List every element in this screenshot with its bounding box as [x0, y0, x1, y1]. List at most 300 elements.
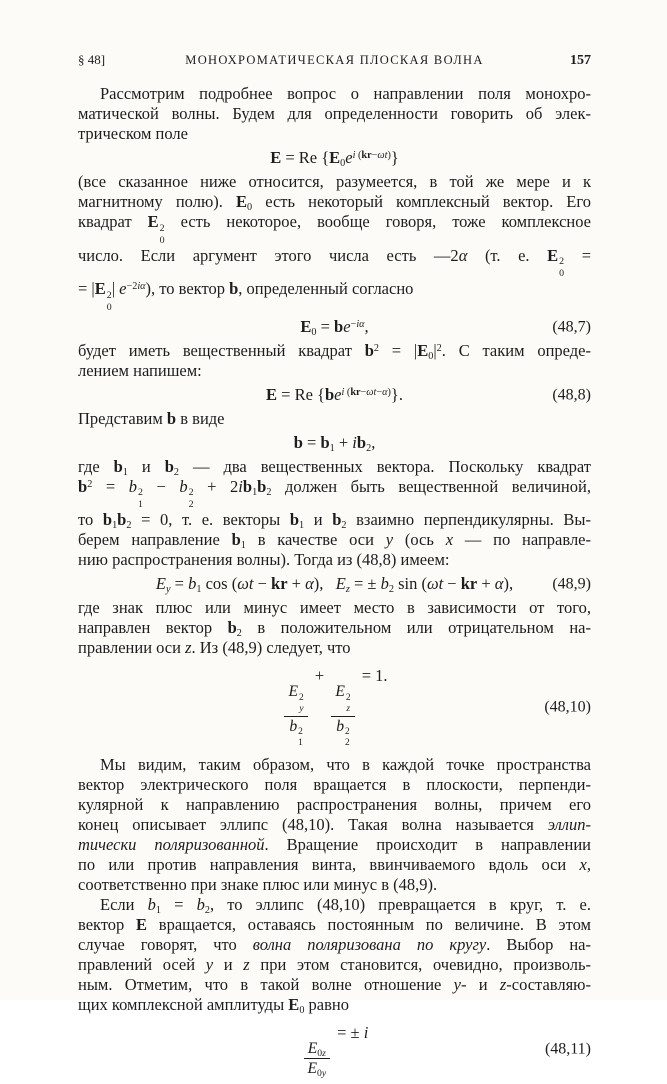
text-run: квадрат: [78, 212, 148, 231]
equation: [281, 664, 387, 749]
text-run: = |: [379, 340, 418, 360]
text-line: [78, 457, 591, 477]
italic-symbol: E: [288, 683, 299, 701]
text-run: . Из (48,9) следует, что: [191, 638, 351, 658]
text-run: |: [111, 279, 120, 299]
vector-symbol: b: [289, 510, 300, 530]
text-run: , определенный согласно: [238, 279, 414, 299]
text-run: . С таким опреде-: [441, 340, 591, 360]
text-line: [78, 618, 591, 638]
stack-superscript: [299, 694, 304, 703]
text-run: нию распространения волны). Тогда из (48,8) имеем:: [78, 550, 450, 570]
text-run: ),: [313, 574, 336, 594]
text-run: 2: [299, 692, 304, 703]
text-run: (: [344, 386, 351, 398]
text-run: есть некоторое, вообще говоря, тоже комплексное: [164, 212, 591, 231]
italic-symbol: ωt: [237, 574, 254, 594]
italic-symbol: y: [299, 704, 304, 715]
text-run: Представим: [78, 408, 167, 428]
fraction-numerator: [331, 683, 354, 716]
text-run: 2: [266, 486, 272, 498]
italic-symbol: b: [336, 717, 345, 735]
text-run: 2: [388, 584, 394, 596]
italic-symbol: b: [128, 476, 137, 496]
text-run: = ±: [332, 1022, 364, 1042]
sub-sup-stack: [346, 694, 351, 715]
vector-symbol: E: [547, 245, 559, 265]
text-run: 2: [173, 466, 180, 478]
text-run: 2: [106, 289, 112, 301]
italic-symbol: тически поляризованной: [78, 834, 265, 854]
italic-symbol: z: [243, 954, 250, 974]
text-run: −: [350, 318, 357, 330]
text-run: 2: [298, 727, 303, 738]
text-run: 2: [345, 692, 351, 703]
text-run: и: [304, 510, 333, 530]
text-run: 0: [317, 1068, 322, 1080]
italic-symbol: y: [385, 530, 394, 550]
italic-symbol: z: [346, 704, 351, 715]
text-run: = Re {: [281, 148, 330, 167]
fraction-numerator: [284, 683, 307, 716]
vector-symbol: kr: [271, 574, 288, 594]
italic-symbol: E: [335, 683, 345, 701]
text-run: = ±: [349, 574, 381, 594]
text-run: −: [360, 386, 367, 398]
vector-symbol: E: [136, 914, 148, 934]
text-run: −: [443, 574, 461, 594]
text-run: конец описывает эллипс (48,10). Такая волна называется: [78, 814, 548, 834]
italic-symbol: z: [499, 974, 507, 994]
italic-symbol: z: [185, 638, 192, 658]
vector-symbol: kr: [460, 574, 478, 594]
superscript: [126, 281, 145, 292]
text-run: 1: [240, 540, 246, 552]
italic-symbol: i: [352, 149, 356, 161]
text-run: 2: [138, 487, 143, 499]
text-run: Мы видим, таким образом, что в каждой точке пространства: [100, 754, 591, 774]
equation: [300, 315, 368, 338]
italic-symbol: iα: [356, 318, 365, 330]
equation-number: (48,9): [552, 575, 591, 593]
text-run: равно: [304, 994, 349, 1014]
text-run: правлении оси: [78, 638, 186, 658]
superscript: [342, 387, 391, 398]
stack-subscript: [138, 500, 143, 510]
stack-subscript: [107, 303, 112, 313]
text-line: [78, 192, 591, 212]
text-run: 2: [345, 738, 350, 749]
italic-symbol: α: [458, 245, 468, 265]
text-run: где знак плюс или минус имеет место в зависимости от того,: [78, 598, 591, 618]
vector-symbol: E: [300, 316, 312, 336]
text-run: =: [160, 894, 197, 914]
text-run: = 1.: [357, 666, 388, 686]
text-run: лением напишем:: [78, 360, 202, 380]
italic-symbol: b: [147, 894, 156, 914]
text-run: 2: [373, 342, 379, 354]
text-line: [78, 755, 591, 775]
fraction-denominator: [307, 1059, 326, 1078]
text-run: 2: [436, 342, 442, 354]
text-run: 0: [106, 301, 112, 313]
italic-symbol: эллип-: [547, 814, 591, 834]
text-line: [78, 361, 591, 381]
text-run: −2: [126, 281, 138, 293]
text-run: 2: [204, 904, 210, 916]
italic-symbol: z: [322, 1047, 326, 1059]
text-line: [78, 246, 591, 280]
text-run: и: [213, 954, 244, 974]
text-line: [78, 409, 591, 429]
stack-subscript: [559, 269, 564, 279]
text-run: −: [142, 476, 180, 496]
text-line: [78, 815, 591, 835]
text-run: −: [376, 386, 383, 398]
italic-symbol: i: [341, 386, 345, 398]
text-run: 1: [196, 584, 202, 596]
equation-row: [78, 383, 591, 407]
vector-symbol: b: [242, 476, 253, 496]
text-run: |: [433, 340, 437, 360]
text-run: 0: [311, 326, 317, 338]
text-run: 0: [317, 1047, 323, 1059]
text-run: есть некоторый комплексный вектор. Его: [252, 192, 591, 211]
text-run: 0: [247, 202, 253, 214]
italic-symbol: α: [494, 574, 504, 594]
italic-symbol: z: [345, 584, 350, 596]
equation-number: (48,11): [544, 1040, 591, 1058]
vector-symbol: b: [334, 316, 344, 336]
text-run: - и: [460, 974, 500, 994]
stack-subscript: [346, 705, 350, 714]
text-run: 2: [559, 256, 565, 268]
sub-sup-stack: [345, 728, 350, 749]
text-run: −: [253, 574, 272, 594]
text-run: 0: [559, 268, 565, 280]
stack-superscript: [298, 728, 303, 737]
text-run: 2: [236, 628, 242, 640]
stack-subscript: [345, 739, 350, 748]
italic-symbol: i: [238, 476, 243, 496]
text-run: =: [170, 574, 189, 594]
italic-symbol: e: [343, 316, 351, 336]
italic-symbol: волна поляризована по кругу: [252, 934, 487, 954]
equation: [156, 572, 513, 595]
vector-symbol: kr: [361, 149, 372, 161]
text-line: [78, 915, 591, 935]
text-run: 2: [188, 487, 194, 499]
superscript: [351, 319, 365, 330]
subscript: [317, 1068, 326, 1079]
text-line: [78, 477, 591, 511]
text-run: 1: [112, 520, 118, 532]
text-run: , то эллипс (48,10) превращается в круг, т. е.: [209, 894, 591, 914]
vector-symbol: E: [147, 212, 159, 231]
paragraph: [78, 457, 591, 571]
italic-symbol: i: [363, 1022, 369, 1042]
vector-symbol: b: [117, 510, 127, 530]
text-run: то: [78, 510, 103, 530]
text-run: матической волны. Будем для определенности говорить об элек-: [78, 104, 591, 123]
text-line: [78, 104, 591, 124]
text-run: -составляю-: [506, 974, 592, 994]
italic-symbol: b: [380, 574, 389, 594]
text-line: [78, 855, 591, 875]
fraction: [284, 683, 307, 749]
text-run: в положительном или отрицательном на-: [241, 618, 591, 638]
paragraph: [78, 172, 591, 313]
sub-sup-stack: [298, 728, 303, 749]
italic-symbol: y: [205, 954, 214, 974]
italic-symbol: ωt: [366, 386, 377, 398]
text-line: [78, 875, 591, 895]
text-run: = Re {: [277, 384, 325, 404]
text-run: взаимно перпендикулярны. Вы-: [346, 510, 591, 530]
running-header: [78, 52, 591, 69]
text-run: }: [390, 148, 399, 167]
text-run: 2: [87, 478, 93, 490]
section-number: § 48]: [78, 52, 106, 67]
text-run: =: [316, 316, 335, 336]
text-run: в качестве оси: [245, 530, 386, 550]
italic-symbol: iα: [137, 281, 146, 293]
text-line: [78, 341, 591, 361]
italic-symbol: y: [166, 584, 171, 596]
text-run: (все сказанное ниже относится, разумеется, в той же мере и к: [78, 172, 591, 191]
text-run: вращается, оставаясь постоянным по величине. В этом: [147, 914, 591, 934]
vector-symbol: E: [417, 340, 429, 360]
text-run: число. Если аргумент этого числа есть —2: [78, 245, 459, 265]
italic-symbol: y: [453, 974, 461, 994]
paragraph: [78, 755, 591, 895]
italic-symbol: b: [188, 574, 197, 594]
vector-symbol: kr: [350, 386, 361, 398]
text-run: 1: [155, 904, 161, 916]
equation: [301, 1021, 369, 1078]
text-line: [78, 84, 591, 104]
text-run: в виде: [176, 408, 225, 428]
text-run: =: [92, 476, 129, 496]
text-line: [78, 775, 591, 795]
vector-symbol: E: [270, 148, 282, 167]
vector-symbol: b: [231, 530, 241, 550]
text-line: [78, 955, 591, 975]
text-run: 2: [341, 520, 347, 532]
text-run: 1: [122, 466, 128, 478]
equation: [270, 146, 399, 169]
vector-symbol: b: [257, 476, 267, 496]
paragraph: [78, 598, 591, 658]
text-run: 0: [159, 234, 165, 246]
text-run: кулярной к направлению распространения волны, причем его: [78, 794, 591, 814]
text-run: }.: [390, 384, 403, 404]
vector-symbol: b: [356, 432, 367, 452]
vector-symbol: E: [236, 192, 248, 211]
text-run: случае говорят, что: [78, 934, 253, 954]
italic-symbol: e: [119, 279, 127, 299]
italic-symbol: E: [307, 1039, 318, 1057]
text-run: вектор электрического поля вращается в плоскости, перпенди-: [78, 774, 591, 794]
text-run: Если: [100, 894, 148, 914]
content-column: [78, 52, 591, 1084]
text-run: (: [355, 149, 362, 161]
stack-subscript: [160, 236, 165, 246]
italic-symbol: ωt: [377, 149, 388, 161]
stack-subscript: [299, 705, 303, 714]
paragraph: [78, 409, 591, 429]
text-run: . Вращение происходит в направлении: [264, 834, 591, 854]
text-line: [78, 975, 591, 995]
text-line: [78, 795, 591, 815]
vector-symbol: b: [320, 432, 330, 452]
text-run: Рассмотрим подробнее вопрос о направлении поля монохро-: [100, 84, 591, 103]
equation-row: [78, 315, 591, 339]
text-run: должен быть вещественной величиной,: [271, 476, 591, 496]
text-run: (ось: [393, 530, 446, 550]
text-run: 2: [188, 499, 194, 511]
vector-symbol: b: [164, 456, 174, 476]
italic-symbol: y: [321, 1068, 327, 1080]
equation-number: (48,7): [552, 318, 591, 336]
text-run: и: [127, 456, 165, 476]
text-run: щих комплексной амплитуды: [78, 994, 289, 1014]
text-run: −: [371, 149, 378, 161]
text-line: [78, 895, 591, 915]
text-run: 1: [299, 520, 305, 532]
italic-symbol: b: [196, 894, 205, 914]
equation-row: [78, 1021, 591, 1078]
text-run: магнитному полю).: [78, 192, 237, 211]
text-run: будет иметь вещественный квадрат: [78, 340, 365, 360]
text-run: по или против направления винта, ввинчиваемого вдоль оси: [78, 854, 580, 874]
fraction-numerator: [304, 1040, 330, 1060]
equation-row: [78, 572, 591, 596]
sub-sup-stack: [299, 694, 304, 715]
equation-number: (48,10): [544, 698, 591, 716]
text-run: направлен вектор: [78, 618, 228, 638]
fraction: [331, 683, 354, 749]
text-run: соответственно при знаке плюс или минус в (48,9).: [78, 874, 438, 894]
fraction-denominator: [289, 717, 303, 749]
vector-symbol: b: [78, 476, 88, 496]
vector-symbol: E: [288, 994, 300, 1014]
vector-symbol: b: [229, 279, 239, 299]
text-run: ,: [364, 316, 369, 336]
italic-symbol: E: [155, 574, 166, 594]
text-run: 2: [126, 520, 132, 532]
text-run: ),: [503, 574, 514, 594]
text-run: ,: [586, 854, 591, 874]
text-line: [78, 935, 591, 955]
text-line: [78, 212, 591, 246]
italic-symbol: α: [305, 574, 314, 594]
text-run: = |: [78, 279, 95, 299]
chapter-title: МОНОХРОМАТИЧЕСКАЯ ПЛОСКАЯ ВОЛНА: [185, 53, 484, 67]
text-run: 1: [298, 738, 303, 749]
text-run: трическом поле: [78, 124, 188, 143]
text-line: [78, 279, 591, 313]
stack-superscript: [345, 728, 350, 737]
text-run: 1: [252, 486, 258, 498]
italic-symbol: e: [334, 384, 342, 404]
text-run: 2: [159, 222, 165, 234]
text-run: ): [387, 149, 391, 161]
vector-symbol: b: [166, 408, 177, 428]
text-line: [78, 510, 591, 530]
text-line: [78, 995, 591, 1015]
italic-symbol: x: [579, 854, 587, 874]
vector-symbol: b: [227, 618, 237, 638]
text-run: 2: [366, 442, 372, 454]
text-run: ), то вектор: [145, 279, 230, 299]
fraction-denominator: [336, 717, 350, 749]
subscript: [317, 1048, 326, 1059]
text-run: ным. Отметим, что в такой волне отношение: [78, 974, 454, 994]
text-line: [78, 172, 591, 192]
text-line: [78, 124, 591, 144]
vector-symbol: E: [266, 384, 278, 404]
italic-symbol: E: [335, 574, 346, 594]
text-run: ,: [371, 432, 376, 452]
text-run: (т. е.: [467, 245, 548, 265]
equation: [266, 383, 403, 406]
text-run: — два вещественных вектора. Поскольку квадрат: [179, 456, 591, 476]
text-line: [78, 638, 591, 658]
text-line: [78, 598, 591, 618]
text-line: [78, 835, 591, 855]
text-run: 0: [428, 350, 434, 362]
text-run: . Выбор на-: [486, 934, 591, 954]
text-blocks: [78, 84, 591, 1078]
italic-symbol: x: [445, 530, 454, 550]
paragraph: [78, 84, 591, 144]
equation: [294, 431, 376, 454]
vector-symbol: b: [332, 510, 342, 530]
text-run: 1: [329, 442, 335, 454]
text-run: 0: [299, 1004, 305, 1016]
vector-symbol: b: [324, 384, 335, 404]
text-run: cos (: [201, 574, 238, 594]
text-run: — по направле-: [453, 530, 591, 550]
italic-symbol: i: [352, 432, 357, 452]
page-number: 157: [570, 53, 591, 68]
text-run: 1: [138, 499, 143, 511]
stack-subscript: [189, 500, 194, 510]
text-run: ): [387, 386, 391, 398]
text-line: [78, 550, 591, 570]
vector-symbol: b: [113, 456, 123, 476]
vector-symbol: b: [364, 340, 374, 360]
italic-symbol: α: [382, 386, 388, 398]
stack-superscript: [346, 694, 351, 703]
text-line: [78, 530, 591, 550]
italic-symbol: e: [345, 148, 353, 167]
text-run: вектор: [78, 914, 137, 934]
italic-symbol: E: [307, 1060, 318, 1078]
text-run: =: [564, 245, 591, 265]
text-run: +: [287, 574, 306, 594]
italic-symbol: b: [179, 476, 188, 496]
equation-number: (48,8): [552, 386, 591, 404]
text-run: +: [477, 574, 495, 594]
vector-symbol: b: [102, 510, 113, 530]
text-run: при этом становится, очевидно, произволь-: [249, 954, 591, 974]
italic-symbol: ωt: [426, 574, 444, 594]
vector-symbol: E: [94, 279, 106, 299]
text-run: берем направление: [78, 530, 232, 550]
text-run: 2: [345, 727, 350, 738]
